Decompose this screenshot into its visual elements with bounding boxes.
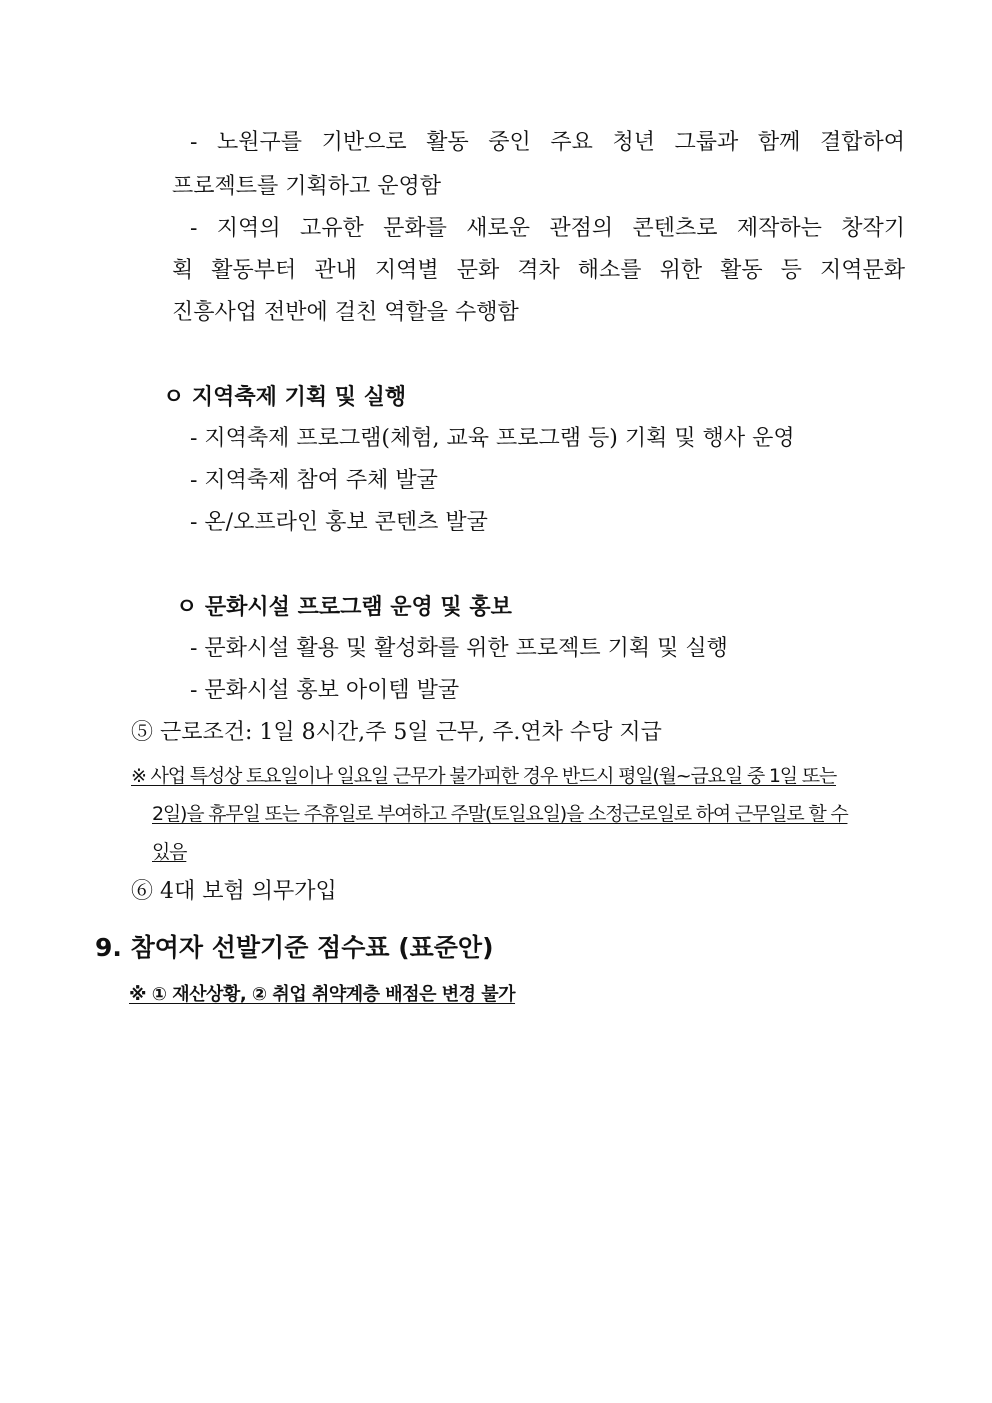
work-conditions-note-line-2: 2일)을 휴무일 또는 주휴일로 부여하고 주말(토일요일)을 소정근로일로 하여 근무일로 할 수 [152, 803, 848, 825]
work-conditions-note-line-1: ※ 사업 특성상 토요일이나 일요일 근무가 불가피한 경우 반드시 평일(월~금요일 중 1일 또는 [131, 765, 837, 787]
work-conditions: ⑤ 근로조건: 1일 8시간,주 5일 근무, 주.연차 수당 지급 [131, 720, 662, 745]
culture-facility-item-1: - 문화시설 활용 및 활성화를 위한 프로젝트 기획 및 실행 [190, 636, 728, 661]
intro-line-5: 진흥사업 전반에 걸친 역할을 수행함 [172, 300, 519, 325]
insurance: ⑥ 4대 보험 의무가입 [131, 879, 337, 904]
culture-facility-item-2: - 문화시설 홍보 아이템 발굴 [190, 678, 460, 703]
festival-title: ㅇ 지역축제 기획 및 실행 [163, 384, 407, 410]
work-conditions-note-line-3: 있음 [152, 841, 187, 863]
festival-item-1: - 지역축제 프로그램(체험, 교육 프로그램 등) 기획 및 행사 운영 [190, 426, 795, 451]
intro-line-2: 프로젝트를 기획하고 운영함 [172, 174, 442, 199]
festival-item-3: - 온/오프라인 홍보 콘텐츠 발굴 [190, 510, 488, 535]
intro-line-4: 획 활동부터 관내 지역별 문화 격차 해소를 위한 활동 등 지역문화 [172, 258, 905, 283]
intro-line-3: - 지역의 고유한 문화를 새로운 관점의 콘텐츠로 제작하는 창작기 [190, 216, 905, 241]
culture-facility-title: ㅇ 문화시설 프로그램 운영 및 홍보 [176, 594, 512, 620]
festival-item-2: - 지역축제 참여 주체 발굴 [190, 468, 438, 493]
section-9-note: ※ ① 재산상황, ② 취업 취약계층 배점은 변경 불가 [129, 984, 516, 1005]
intro-line-1: - 노원구를 기반으로 활동 중인 주요 청년 그룹과 함께 결합하여 [190, 130, 905, 155]
section-9-heading: 9. 참여자 선발기준 점수표 (표준안) [95, 933, 494, 962]
